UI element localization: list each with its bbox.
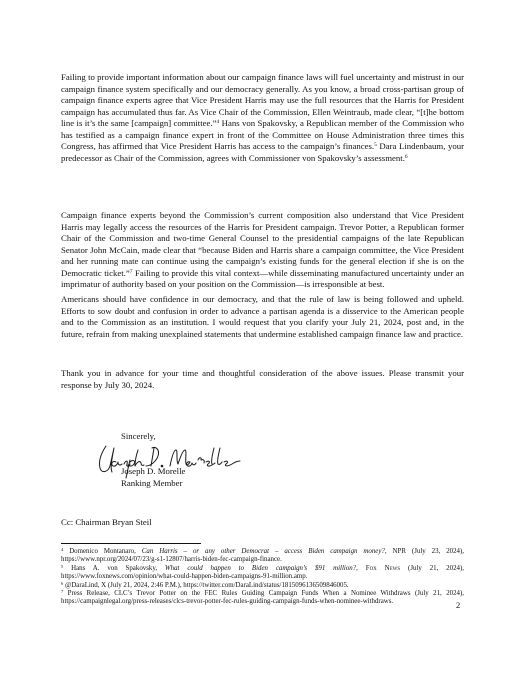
paragraph-confidence (61, 294, 464, 340)
footnote-text: (July 21, 2024), https://www.foxnews.com/opinion/what-could-happen-biden-campaigns-91-million.amp. (61, 564, 464, 581)
footnote-outlet: Fox News (365, 564, 401, 572)
paragraph-text: Campaign finance experts beyond the Commission’s current composition also understand that Vice President Harris may legally access the resources of the Harris for President campaign. Trevor Potter, a Republican former Chair of the Commission and two-time General Counsel to the presidential campaigns of the late Republican Senator John McCain, made clear that “because Biden and Harris share a campaign committee, the Vice President and her running mate can continue using the campaign’s existing funds for the general election if she is on the Democratic ticket.” (61, 210, 464, 278)
footnote-text: Press Release, CLC’s Trevor Potter on the FEC Rules Guiding Campaign Funds When a Nominee Withdraws (July 21, 2024), https://campaignlegal.org/press-releases/clcs-trevor-potter-fec-rules-guiding-campaign-funds-when-nominee-withdraws. (61, 590, 464, 606)
closing-salutation: Sincerely, (121, 431, 156, 441)
footnote-title: Can Harris – or any other Democrat – access Biden campaign money? (141, 548, 385, 555)
paragraph-text: Americans should have confidence in our democracy, and that the rule of law is being followed and upheld. Efforts to sow doubt and confusion in order to advance a partisan agenda is a disservice to the American people and to the Commission as an institution. I would request that you clarify your July 21, 2024, post and, in the future, refrain from making unexplained statements that undermine established campaign finance law and practice. (61, 294, 464, 339)
signer-title: Ranking Member (121, 478, 183, 488)
footnote-6 (61, 582, 464, 590)
footnote-ref: 4 (216, 119, 220, 125)
footnote-ref: 5 (374, 142, 377, 148)
footnote-text: Hans A. von Spakovsky, (63, 564, 165, 572)
footnote-number: 5 (61, 563, 64, 569)
page-number: 2 (456, 600, 461, 610)
footnote-text: Domenico Montanaro, (63, 548, 142, 555)
footnote-7 (61, 590, 464, 607)
footnote-text: @DaraLind, X (July 21, 2024, 2:46 P.M.), https://twitter.com/DaraLind/status/1815096136509846005. (63, 581, 349, 589)
footnote-number: 4 (61, 547, 64, 552)
footnote-title: What could happen to Biden campaign’s $91 million? (164, 564, 357, 572)
signer-name: Joseph D. Morelle (121, 466, 186, 476)
paragraph-experts-agree (61, 72, 464, 164)
footnote-ref: 6 (404, 153, 408, 160)
paragraph-text: Failing to provide this vital context—while disseminating manufactured uncertainty under an imprimatur of authority based on your position on the Commission—is irresponsible at best. (61, 267, 464, 289)
footnote-divider (61, 543, 201, 544)
paragraph-text: Failing to provide important information about our campaign finance laws will fuel uncertainty and mistrust in our campaign finance system specifically and our democracy generally. As you know, a broad cross-partisan group of campaign finance experts agree that Vice President Harris may use the full resources that the Harris for President campaign has accumulated thus far. As Vice Chair of the Commission, Ellen Weintraub, made clear, “[t]he bottom line is it’s the same [campaign] committee.” (61, 72, 464, 128)
paragraph-text: Thank you in advance for your time and thoughtful consideration of the above issues. Please transmit your response by July 30, 2024. (61, 368, 464, 390)
footnote-4 (61, 548, 464, 565)
footnote-number: 7 (61, 589, 64, 595)
footnote-ref: 7 (129, 268, 133, 275)
paragraph-thank-you (61, 368, 464, 391)
paragraph-text: Hans von Spakovsky, a Republican member of the Commission who has testified as a campaign finance expert in front of the Committee on House Administration three times this Congress, has affirmed that Vice President Harris has access to the campaign’s finances. (61, 118, 464, 151)
footnotes (61, 548, 464, 607)
footnote-5: $^5$ Hans A. von Spakovsky, What could happen to Biden campaign’s $91 million?, Fox News (July 21, 2024), https://www.foxnews.com/opinion/what-could-happen-biden-campaigns-91-million.amp. (61, 563, 464, 581)
footnote-text: , NPR (July 23, 2024), https://www.npr.org/2024/07/23/g-s1-12807/harris-biden-fec-campaign-finance. (61, 548, 465, 564)
paragraph-text: Dara Lindenbaum, your predecessor as Chair of the Commission, agrees with Commissioner von Spakovsky’s assessment. (61, 141, 464, 163)
footnote-number: 6 (61, 580, 64, 586)
paragraph-beyond-commission (61, 210, 464, 291)
cc-line: Cc: Chairman Bryan Steil (61, 517, 152, 527)
